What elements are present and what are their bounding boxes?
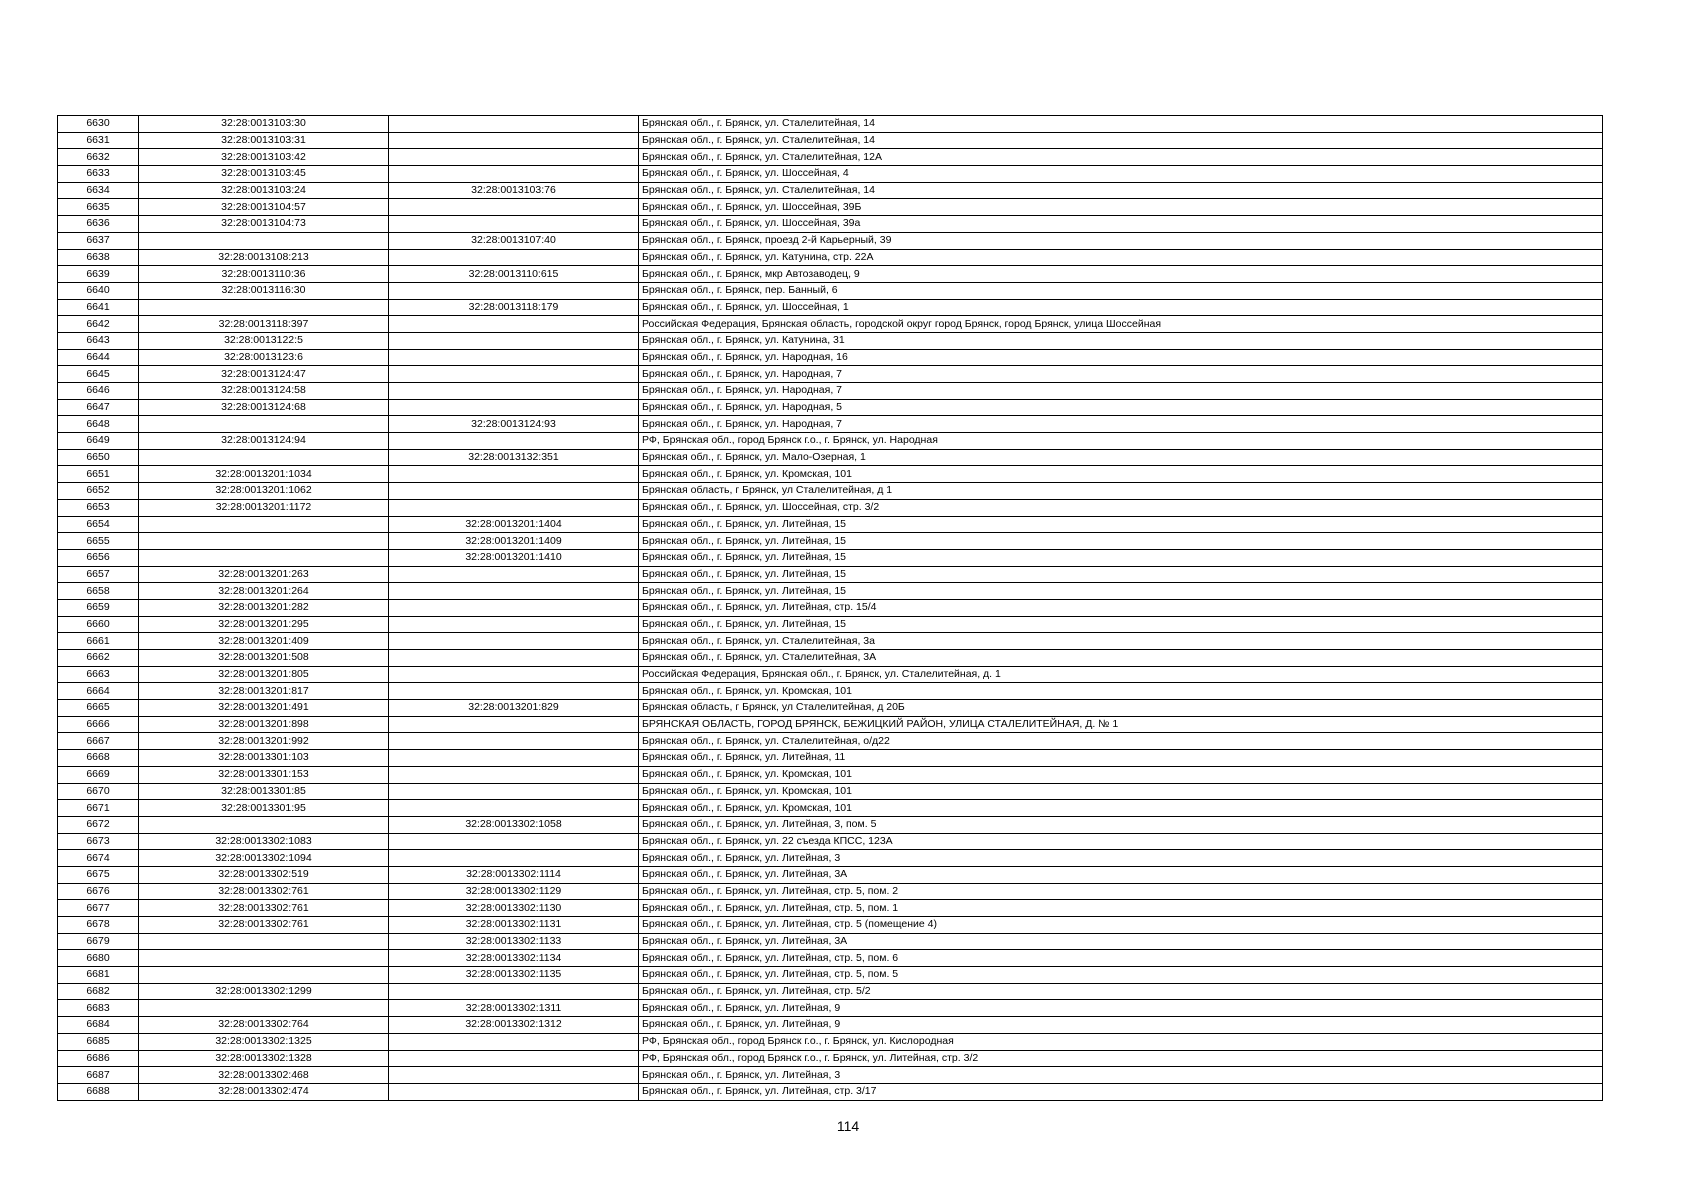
related-cadastral-number-cell bbox=[389, 633, 639, 650]
row-number-cell: 6666 bbox=[58, 716, 139, 733]
related-cadastral-number-cell: 32:28:0013302:1312 bbox=[389, 1017, 639, 1034]
cadastral-number-cell bbox=[139, 950, 389, 967]
table-row bbox=[58, 900, 1603, 917]
related-cadastral-number-cell bbox=[389, 1083, 639, 1100]
row-number-cell: 6650 bbox=[58, 449, 139, 466]
cadastral-number-cell bbox=[139, 967, 389, 984]
cadastral-number-cell bbox=[139, 933, 389, 950]
table-row bbox=[58, 299, 1603, 316]
cadastral-number-cell bbox=[139, 516, 389, 533]
cadastral-number-cell: 32:28:0013201:1062 bbox=[139, 483, 389, 500]
cadastral-number-cell: 32:28:0013123:6 bbox=[139, 349, 389, 366]
cadastral-number-cell: 32:28:0013201:295 bbox=[139, 616, 389, 633]
related-cadastral-number-cell bbox=[389, 650, 639, 667]
address-cell: Брянская обл., г. Брянск, ул. Шоссейная, стр. 3/2 bbox=[639, 499, 1603, 516]
cadastral-number-cell bbox=[139, 549, 389, 566]
table-row bbox=[58, 549, 1603, 566]
row-number-cell: 6679 bbox=[58, 933, 139, 950]
table-row bbox=[58, 800, 1603, 817]
row-number-cell: 6667 bbox=[58, 733, 139, 750]
related-cadastral-number-cell bbox=[389, 1067, 639, 1084]
cadastral-number-cell: 32:28:0013201:264 bbox=[139, 583, 389, 600]
address-cell: Брянская обл., г. Брянск, ул. Народная, 7 bbox=[639, 416, 1603, 433]
address-cell: Брянская обл., г. Брянск, ул. Кромская, 101 bbox=[639, 766, 1603, 783]
table-row bbox=[58, 750, 1603, 767]
address-cell: Брянская обл., г. Брянск, ул. Литейная, 9 bbox=[639, 1017, 1603, 1034]
row-number-cell: 6644 bbox=[58, 349, 139, 366]
address-cell: Брянская обл., г. Брянск, мкр Автозаводец, 9 bbox=[639, 266, 1603, 283]
related-cadastral-number-cell bbox=[389, 282, 639, 299]
related-cadastral-number-cell bbox=[389, 199, 639, 216]
related-cadastral-number-cell: 32:28:0013107:40 bbox=[389, 232, 639, 249]
registry-table bbox=[57, 115, 1603, 1101]
cadastral-number-cell bbox=[139, 816, 389, 833]
related-cadastral-number-cell: 32:28:0013302:1129 bbox=[389, 883, 639, 900]
address-cell: Брянская обл., г. Брянск, ул. Кромская, 101 bbox=[639, 466, 1603, 483]
address-cell: Брянская обл., г. Брянск, ул. 22 съезда КПСС, 123А bbox=[639, 833, 1603, 850]
row-number-cell: 6653 bbox=[58, 499, 139, 516]
related-cadastral-number-cell bbox=[389, 683, 639, 700]
related-cadastral-number-cell bbox=[389, 783, 639, 800]
cadastral-number-cell: 32:28:0013302:1083 bbox=[139, 833, 389, 850]
address-cell: Брянская обл., г. Брянск, ул. Народная, 7 bbox=[639, 383, 1603, 400]
address-cell: РФ, Брянская обл., город Брянск г.о., г. Брянск, ул. Кислородная bbox=[639, 1033, 1603, 1050]
row-number-cell: 6683 bbox=[58, 1000, 139, 1017]
row-number-cell: 6672 bbox=[58, 816, 139, 833]
address-cell: Брянская обл., г. Брянск, ул. Литейная, стр. 5 (помещение 4) bbox=[639, 917, 1603, 934]
row-number-cell: 6675 bbox=[58, 866, 139, 883]
table-row bbox=[58, 1067, 1603, 1084]
cadastral-number-cell: 32:28:0013201:409 bbox=[139, 633, 389, 650]
related-cadastral-number-cell: 32:28:0013302:1133 bbox=[389, 933, 639, 950]
cadastral-number-cell bbox=[139, 299, 389, 316]
table-row bbox=[58, 149, 1603, 166]
cadastral-number-cell: 32:28:0013201:508 bbox=[139, 650, 389, 667]
table-row bbox=[58, 716, 1603, 733]
row-number-cell: 6684 bbox=[58, 1017, 139, 1034]
address-cell: Брянская обл., г. Брянск, ул. Сталелитейная, 14 bbox=[639, 116, 1603, 133]
address-cell: Брянская обл., г. Брянск, ул. Литейная, стр. 5, пом. 6 bbox=[639, 950, 1603, 967]
related-cadastral-number-cell: 32:28:0013110:615 bbox=[389, 266, 639, 283]
cadastral-number-cell: 32:28:0013103:31 bbox=[139, 132, 389, 149]
table-row bbox=[58, 700, 1603, 717]
table-row bbox=[58, 833, 1603, 850]
row-number-cell: 6633 bbox=[58, 166, 139, 183]
address-cell: РФ, Брянская обл., город Брянск г.о., г. Брянск, ул. Народная bbox=[639, 433, 1603, 450]
related-cadastral-number-cell bbox=[389, 1033, 639, 1050]
related-cadastral-number-cell: 32:28:0013103:76 bbox=[389, 182, 639, 199]
address-cell: Брянская обл., г. Брянск, ул. Литейная, стр. 5, пом. 5 bbox=[639, 967, 1603, 984]
related-cadastral-number-cell: 32:28:0013132:351 bbox=[389, 449, 639, 466]
address-cell: Брянская обл., г. Брянск, ул. Литейная, 3 bbox=[639, 850, 1603, 867]
related-cadastral-number-cell: 32:28:0013302:1131 bbox=[389, 917, 639, 934]
table-row bbox=[58, 816, 1603, 833]
row-number-cell: 6656 bbox=[58, 549, 139, 566]
address-cell: Брянская обл., г. Брянск, пер. Банный, 6 bbox=[639, 282, 1603, 299]
table-row bbox=[58, 166, 1603, 183]
cadastral-number-cell bbox=[139, 232, 389, 249]
table-row bbox=[58, 366, 1603, 383]
related-cadastral-number-cell bbox=[389, 850, 639, 867]
row-number-cell: 6654 bbox=[58, 516, 139, 533]
row-number-cell: 6669 bbox=[58, 766, 139, 783]
related-cadastral-number-cell bbox=[389, 466, 639, 483]
row-number-cell: 6645 bbox=[58, 366, 139, 383]
cadastral-number-cell: 32:28:0013103:24 bbox=[139, 182, 389, 199]
table-row bbox=[58, 566, 1603, 583]
address-cell: Брянская обл., г. Брянск, ул. Катунина, стр. 22А bbox=[639, 249, 1603, 266]
cadastral-number-cell: 32:28:0013201:817 bbox=[139, 683, 389, 700]
address-cell: Брянская обл., г. Брянск, ул. Литейная, стр. 5, пом. 1 bbox=[639, 900, 1603, 917]
cadastral-number-cell: 32:28:0013118:397 bbox=[139, 316, 389, 333]
address-cell: Брянская обл., г. Брянск, ул. Кромская, 101 bbox=[639, 683, 1603, 700]
table-row bbox=[58, 1033, 1603, 1050]
cadastral-number-cell: 32:28:0013301:153 bbox=[139, 766, 389, 783]
related-cadastral-number-cell bbox=[389, 716, 639, 733]
table-row bbox=[58, 182, 1603, 199]
row-number-cell: 6655 bbox=[58, 533, 139, 550]
table-row bbox=[58, 733, 1603, 750]
row-number-cell: 6660 bbox=[58, 616, 139, 633]
row-number-cell: 6638 bbox=[58, 249, 139, 266]
row-number-cell: 6664 bbox=[58, 683, 139, 700]
related-cadastral-number-cell bbox=[389, 149, 639, 166]
cadastral-number-cell: 32:28:0013103:42 bbox=[139, 149, 389, 166]
table-row bbox=[58, 950, 1603, 967]
row-number-cell: 6676 bbox=[58, 883, 139, 900]
cadastral-number-cell: 32:28:0013302:474 bbox=[139, 1083, 389, 1100]
related-cadastral-number-cell bbox=[389, 599, 639, 616]
cadastral-number-cell: 32:28:0013302:468 bbox=[139, 1067, 389, 1084]
address-cell: Брянская обл., г. Брянск, ул. Сталелитейная, 3а bbox=[639, 633, 1603, 650]
related-cadastral-number-cell bbox=[389, 399, 639, 416]
row-number-cell: 6652 bbox=[58, 483, 139, 500]
table-row bbox=[58, 650, 1603, 667]
related-cadastral-number-cell bbox=[389, 833, 639, 850]
row-number-cell: 6640 bbox=[58, 282, 139, 299]
cadastral-number-cell: 32:28:0013201:491 bbox=[139, 700, 389, 717]
cadastral-number-cell: 32:28:0013103:45 bbox=[139, 166, 389, 183]
cadastral-number-cell: 32:28:0013201:898 bbox=[139, 716, 389, 733]
address-cell: Брянская обл., г. Брянск, ул. Литейная, 3А bbox=[639, 866, 1603, 883]
address-cell: Брянская обл., г. Брянск, ул. Сталелитейная, о/д22 bbox=[639, 733, 1603, 750]
address-cell: Брянская обл., г. Брянск, ул. Сталелитейная, 14 bbox=[639, 182, 1603, 199]
related-cadastral-number-cell: 32:28:0013302:1311 bbox=[389, 1000, 639, 1017]
address-cell: Брянская обл., г. Брянск, ул. Литейная, стр. 3/17 bbox=[639, 1083, 1603, 1100]
related-cadastral-number-cell: 32:28:0013302:1135 bbox=[389, 967, 639, 984]
table-row bbox=[58, 917, 1603, 934]
table-row bbox=[58, 416, 1603, 433]
related-cadastral-number-cell bbox=[389, 383, 639, 400]
related-cadastral-number-cell bbox=[389, 116, 639, 133]
cadastral-number-cell: 32:28:0013201:263 bbox=[139, 566, 389, 583]
table-row bbox=[58, 1083, 1603, 1100]
table-row bbox=[58, 316, 1603, 333]
related-cadastral-number-cell: 32:28:0013201:829 bbox=[389, 700, 639, 717]
cadastral-number-cell: 32:28:0013301:95 bbox=[139, 800, 389, 817]
address-cell: Российская Федерация, Брянская область, городской округ город Брянск, город Брянск, улица Шоссейная bbox=[639, 316, 1603, 333]
related-cadastral-number-cell: 32:28:0013118:179 bbox=[389, 299, 639, 316]
row-number-cell: 6688 bbox=[58, 1083, 139, 1100]
cadastral-number-cell: 32:28:0013124:47 bbox=[139, 366, 389, 383]
address-cell: Брянская обл., г. Брянск, ул. Шоссейная, 39а bbox=[639, 216, 1603, 233]
table-row bbox=[58, 883, 1603, 900]
address-cell: Брянская обл., г. Брянск, ул. Литейная, 15 bbox=[639, 533, 1603, 550]
row-number-cell: 6636 bbox=[58, 216, 139, 233]
table-row bbox=[58, 633, 1603, 650]
related-cadastral-number-cell bbox=[389, 216, 639, 233]
table-row bbox=[58, 533, 1603, 550]
address-cell: Брянская обл., г. Брянск, ул. Литейная, стр. 5, пом. 2 bbox=[639, 883, 1603, 900]
table-row bbox=[58, 616, 1603, 633]
table-row bbox=[58, 483, 1603, 500]
row-number-cell: 6668 bbox=[58, 750, 139, 767]
row-number-cell: 6677 bbox=[58, 900, 139, 917]
cadastral-number-cell: 32:28:0013201:1172 bbox=[139, 499, 389, 516]
address-cell: Брянская обл., г. Брянск, ул. Народная, 16 bbox=[639, 349, 1603, 366]
table-row bbox=[58, 266, 1603, 283]
table-row bbox=[58, 766, 1603, 783]
cadastral-number-cell: 32:28:0013302:1325 bbox=[139, 1033, 389, 1050]
cadastral-number-cell: 32:28:0013302:519 bbox=[139, 866, 389, 883]
related-cadastral-number-cell bbox=[389, 616, 639, 633]
address-cell: Брянская обл., г. Брянск, ул. Литейная, 15 bbox=[639, 516, 1603, 533]
row-number-cell: 6658 bbox=[58, 583, 139, 600]
row-number-cell: 6661 bbox=[58, 633, 139, 650]
page-number: 114 bbox=[836, 1118, 860, 1134]
address-cell: Брянская обл., г. Брянск, ул. Литейная, 15 bbox=[639, 549, 1603, 566]
address-cell: Брянская обл., г. Брянск, ул. Кромская, 101 bbox=[639, 783, 1603, 800]
table-row bbox=[58, 1000, 1603, 1017]
table-row bbox=[58, 666, 1603, 683]
cadastral-number-cell: 32:28:0013122:5 bbox=[139, 332, 389, 349]
cadastral-number-cell: 32:28:0013124:94 bbox=[139, 433, 389, 450]
row-number-cell: 6674 bbox=[58, 850, 139, 867]
row-number-cell: 6670 bbox=[58, 783, 139, 800]
cadastral-number-cell: 32:28:0013302:761 bbox=[139, 900, 389, 917]
row-number-cell: 6641 bbox=[58, 299, 139, 316]
row-number-cell: 6665 bbox=[58, 700, 139, 717]
related-cadastral-number-cell bbox=[389, 750, 639, 767]
address-cell: Брянская обл., г. Брянск, ул. Литейная, 15 bbox=[639, 566, 1603, 583]
address-cell: Брянская обл., г. Брянск, ул. Шоссейная, 4 bbox=[639, 166, 1603, 183]
address-cell: Брянская обл., г. Брянск, ул. Литейная, 15 bbox=[639, 616, 1603, 633]
table-row bbox=[58, 933, 1603, 950]
row-number-cell: 6663 bbox=[58, 666, 139, 683]
table-row bbox=[58, 783, 1603, 800]
cadastral-number-cell: 32:28:0013103:30 bbox=[139, 116, 389, 133]
address-cell: РФ, Брянская обл., город Брянск г.о., г. Брянск, ул. Литейная, стр. 3/2 bbox=[639, 1050, 1603, 1067]
address-cell: Брянская обл., г. Брянск, ул. Литейная, 9 bbox=[639, 1000, 1603, 1017]
row-number-cell: 6647 bbox=[58, 399, 139, 416]
related-cadastral-number-cell bbox=[389, 583, 639, 600]
address-cell: Брянская обл., г. Брянск, ул. Мало-Озерная, 1 bbox=[639, 449, 1603, 466]
row-number-cell: 6648 bbox=[58, 416, 139, 433]
related-cadastral-number-cell: 32:28:0013302:1130 bbox=[389, 900, 639, 917]
table-row bbox=[58, 433, 1603, 450]
cadastral-number-cell bbox=[139, 449, 389, 466]
table-row bbox=[58, 516, 1603, 533]
row-number-cell: 6634 bbox=[58, 182, 139, 199]
cadastral-number-cell: 32:28:0013104:73 bbox=[139, 216, 389, 233]
related-cadastral-number-cell bbox=[389, 366, 639, 383]
cadastral-number-cell: 32:28:0013201:805 bbox=[139, 666, 389, 683]
related-cadastral-number-cell bbox=[389, 499, 639, 516]
table-row bbox=[58, 116, 1603, 133]
row-number-cell: 6630 bbox=[58, 116, 139, 133]
cadastral-number-cell bbox=[139, 1000, 389, 1017]
related-cadastral-number-cell bbox=[389, 249, 639, 266]
cadastral-number-cell: 32:28:0013124:58 bbox=[139, 383, 389, 400]
row-number-cell: 6642 bbox=[58, 316, 139, 333]
table-row bbox=[58, 249, 1603, 266]
row-number-cell: 6671 bbox=[58, 800, 139, 817]
address-cell: Брянская обл., г. Брянск, ул. Шоссейная, 39Б bbox=[639, 199, 1603, 216]
table-row bbox=[58, 399, 1603, 416]
related-cadastral-number-cell: 32:28:0013302:1134 bbox=[389, 950, 639, 967]
registry-table-body bbox=[58, 116, 1603, 1101]
related-cadastral-number-cell bbox=[389, 349, 639, 366]
related-cadastral-number-cell bbox=[389, 1050, 639, 1067]
cadastral-number-cell: 32:28:0013108:213 bbox=[139, 249, 389, 266]
row-number-cell: 6649 bbox=[58, 433, 139, 450]
table-row bbox=[58, 199, 1603, 216]
address-cell: Брянская обл., г. Брянск, ул. Сталелитейная, 14 bbox=[639, 132, 1603, 149]
address-cell: Российская Федерация, Брянская обл., г. Брянск, ул. Сталелитейная, д. 1 bbox=[639, 666, 1603, 683]
row-number-cell: 6639 bbox=[58, 266, 139, 283]
related-cadastral-number-cell bbox=[389, 316, 639, 333]
row-number-cell: 6651 bbox=[58, 466, 139, 483]
cadastral-number-cell: 32:28:0013302:1299 bbox=[139, 983, 389, 1000]
table-row bbox=[58, 866, 1603, 883]
address-cell: Брянская область, г Брянск, ул Сталелитейная, д 1 bbox=[639, 483, 1603, 500]
address-cell: Брянская обл., г. Брянск, ул. Кромская, 101 bbox=[639, 800, 1603, 817]
related-cadastral-number-cell: 32:28:0013302:1058 bbox=[389, 816, 639, 833]
cadastral-number-cell: 32:28:0013110:36 bbox=[139, 266, 389, 283]
related-cadastral-number-cell bbox=[389, 332, 639, 349]
row-number-cell: 6681 bbox=[58, 967, 139, 984]
address-cell: Брянская обл., г. Брянск, ул. Литейная, 3, пом. 5 bbox=[639, 816, 1603, 833]
table-row bbox=[58, 1050, 1603, 1067]
cadastral-number-cell: 32:28:0013302:761 bbox=[139, 917, 389, 934]
row-number-cell: 6635 bbox=[58, 199, 139, 216]
related-cadastral-number-cell bbox=[389, 800, 639, 817]
cadastral-number-cell: 32:28:0013201:282 bbox=[139, 599, 389, 616]
row-number-cell: 6632 bbox=[58, 149, 139, 166]
table-row bbox=[58, 282, 1603, 299]
related-cadastral-number-cell: 32:28:0013201:1409 bbox=[389, 533, 639, 550]
table-row bbox=[58, 599, 1603, 616]
related-cadastral-number-cell: 32:28:0013201:1404 bbox=[389, 516, 639, 533]
related-cadastral-number-cell bbox=[389, 983, 639, 1000]
related-cadastral-number-cell bbox=[389, 766, 639, 783]
address-cell: Брянская обл., г. Брянск, ул. Сталелитейная, 3А bbox=[639, 650, 1603, 667]
row-number-cell: 6662 bbox=[58, 650, 139, 667]
address-cell: Брянская обл., г. Брянск, ул. Народная, 7 bbox=[639, 366, 1603, 383]
table-row bbox=[58, 967, 1603, 984]
cadastral-number-cell bbox=[139, 533, 389, 550]
row-number-cell: 6631 bbox=[58, 132, 139, 149]
table-row bbox=[58, 1017, 1603, 1034]
cadastral-number-cell: 32:28:0013201:1034 bbox=[139, 466, 389, 483]
related-cadastral-number-cell bbox=[389, 132, 639, 149]
address-cell: Брянская область, г Брянск, ул Сталелитейная, д 20Б bbox=[639, 700, 1603, 717]
cadastral-number-cell: 32:28:0013301:103 bbox=[139, 750, 389, 767]
row-number-cell: 6646 bbox=[58, 383, 139, 400]
cadastral-number-cell: 32:28:0013116:30 bbox=[139, 282, 389, 299]
row-number-cell: 6682 bbox=[58, 983, 139, 1000]
row-number-cell: 6657 bbox=[58, 566, 139, 583]
cadastral-number-cell: 32:28:0013124:68 bbox=[139, 399, 389, 416]
table-row bbox=[58, 499, 1603, 516]
cadastral-number-cell bbox=[139, 416, 389, 433]
cadastral-number-cell: 32:28:0013104:57 bbox=[139, 199, 389, 216]
address-cell: Брянская обл., г. Брянск, ул. Литейная, стр. 5/2 bbox=[639, 983, 1603, 1000]
address-cell: Брянская обл., г. Брянск, проезд 2-й Карьерный, 39 bbox=[639, 232, 1603, 249]
cadastral-number-cell: 32:28:0013302:761 bbox=[139, 883, 389, 900]
related-cadastral-number-cell bbox=[389, 666, 639, 683]
related-cadastral-number-cell bbox=[389, 166, 639, 183]
table-row bbox=[58, 132, 1603, 149]
table-row bbox=[58, 683, 1603, 700]
row-number-cell: 6685 bbox=[58, 1033, 139, 1050]
table-row bbox=[58, 449, 1603, 466]
row-number-cell: 6680 bbox=[58, 950, 139, 967]
related-cadastral-number-cell bbox=[389, 566, 639, 583]
row-number-cell: 6643 bbox=[58, 332, 139, 349]
table-row bbox=[58, 383, 1603, 400]
address-cell: Брянская обл., г. Брянск, ул. Литейная, 3А bbox=[639, 933, 1603, 950]
address-cell: Брянская обл., г. Брянск, ул. Шоссейная, 1 bbox=[639, 299, 1603, 316]
address-cell: Брянская обл., г. Брянск, ул. Литейная, стр. 15/4 bbox=[639, 599, 1603, 616]
table-row bbox=[58, 466, 1603, 483]
related-cadastral-number-cell bbox=[389, 733, 639, 750]
related-cadastral-number-cell: 32:28:0013124:93 bbox=[389, 416, 639, 433]
table-row bbox=[58, 349, 1603, 366]
cadastral-number-cell: 32:28:0013302:1094 bbox=[139, 850, 389, 867]
cadastral-number-cell: 32:28:0013302:764 bbox=[139, 1017, 389, 1034]
cadastral-number-cell: 32:28:0013201:992 bbox=[139, 733, 389, 750]
address-cell: Брянская обл., г. Брянск, ул. Литейная, 11 bbox=[639, 750, 1603, 767]
address-cell: Брянская обл., г. Брянск, ул. Катунина, 31 bbox=[639, 332, 1603, 349]
address-cell: Брянская обл., г. Брянск, ул. Сталелитейная, 12А bbox=[639, 149, 1603, 166]
related-cadastral-number-cell bbox=[389, 433, 639, 450]
address-cell: Брянская обл., г. Брянск, ул. Литейная, 3 bbox=[639, 1067, 1603, 1084]
row-number-cell: 6637 bbox=[58, 232, 139, 249]
row-number-cell: 6687 bbox=[58, 1067, 139, 1084]
row-number-cell: 6686 bbox=[58, 1050, 139, 1067]
row-number-cell: 6659 bbox=[58, 599, 139, 616]
address-cell: Брянская обл., г. Брянск, ул. Народная, 5 bbox=[639, 399, 1603, 416]
table-row bbox=[58, 583, 1603, 600]
related-cadastral-number-cell: 32:28:0013302:1114 bbox=[389, 866, 639, 883]
address-cell: БРЯНСКАЯ ОБЛАСТЬ, ГОРОД БРЯНСК, БЕЖИЦКИЙ РАЙОН, УЛИЦА СТАЛЕЛИТЕЙНАЯ, Д. № 1 bbox=[639, 716, 1603, 733]
table-row bbox=[58, 850, 1603, 867]
cadastral-number-cell: 32:28:0013302:1328 bbox=[139, 1050, 389, 1067]
table-row bbox=[58, 332, 1603, 349]
related-cadastral-number-cell bbox=[389, 483, 639, 500]
table-row bbox=[58, 216, 1603, 233]
row-number-cell: 6678 bbox=[58, 917, 139, 934]
table-row bbox=[58, 232, 1603, 249]
related-cadastral-number-cell: 32:28:0013201:1410 bbox=[389, 549, 639, 566]
cadastral-number-cell: 32:28:0013301:85 bbox=[139, 783, 389, 800]
row-number-cell: 6673 bbox=[58, 833, 139, 850]
table-row bbox=[58, 983, 1603, 1000]
address-cell: Брянская обл., г. Брянск, ул. Литейная, 15 bbox=[639, 583, 1603, 600]
